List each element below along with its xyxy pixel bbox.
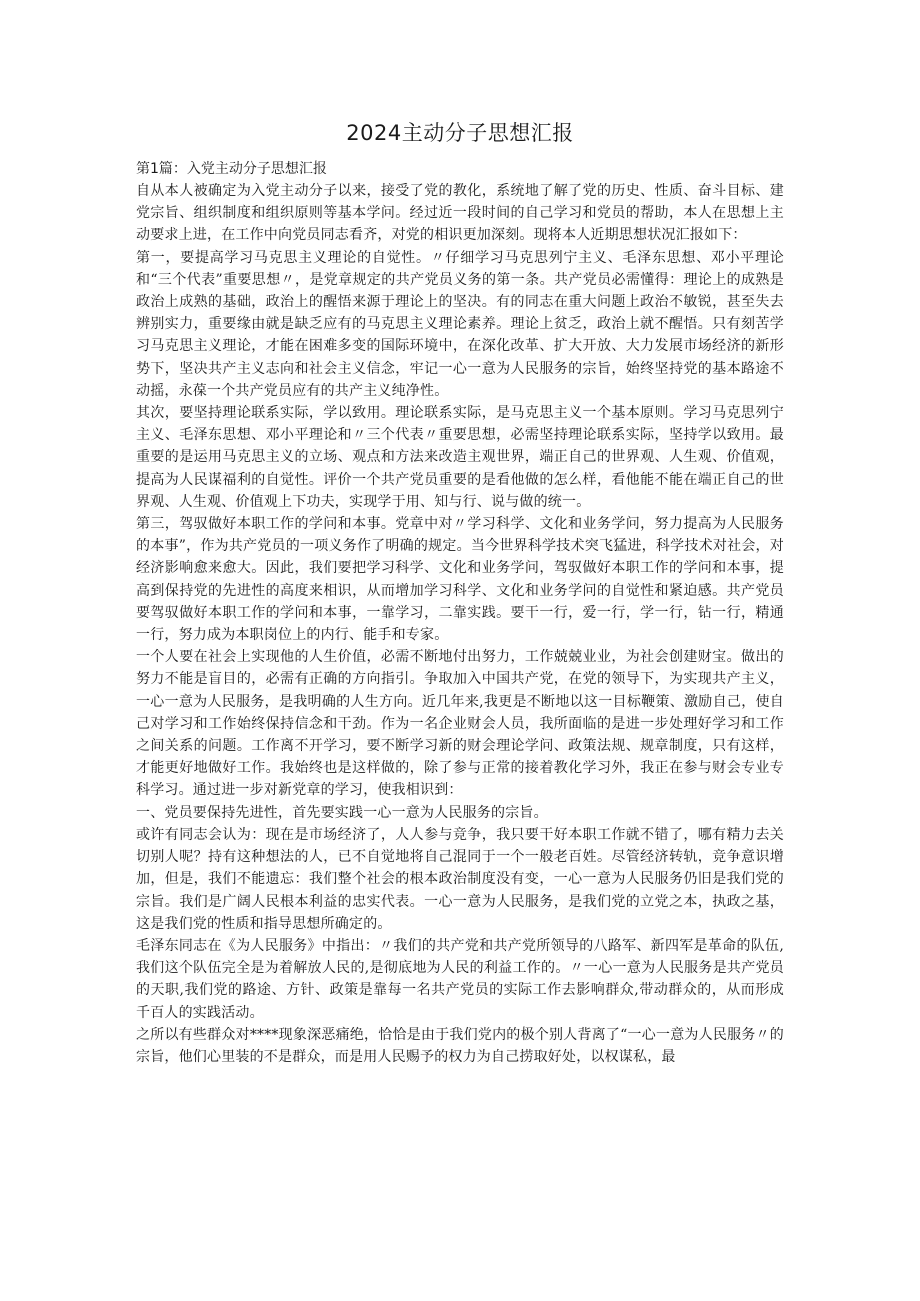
document-page bbox=[136, 118, 784, 1068]
paragraph-mao-quote: 毛泽东同志在《为人民服务》中指出：〃我们的共产党和共产党所领导的八路军、新四军是革命的队伍,我们这个队伍完全是为着解放人民的,是彻底地为人民的利益工作的。〃一心一意为人民服务是共产党员的天职,我们党的路途、方针、政策是靠每一名共产党员的实际工作去影响群众,带动群众的，从而形成千百人的实践活动。 bbox=[136, 937, 784, 1021]
paragraph-masses: 之所以有些群众对****现象深恶痛绝，恰恰是由于我们党内的极个别人背离了“一心一意为人民服务〃的宗旨，他们心里装的不是群众，而是用人民赐予的权力为自己捞取好处，以权谋私，最 bbox=[136, 1026, 784, 1065]
paragraph-third-point: 第三，驾驭做好本职工作的学问和本事。党章中对〃学习科学、文化和业务学问，努力提高为人民服务的本事”，作为共产党员的一项义务作了明确的规定。当今世界科学技术突飞猛进，科学技术对社会，对经济影响愈来愈大。因此，我们要把学习科学、文化和业务学问，驾驭做好本职工作的学问和本事，提高到保持党的先进性的高度来相识，从而增加学习科学、文化和业务学问的自觉性和紧迫感。共产党员要驾驭做好本职工作的学问和本事，一靠学习，二靠实践。要干一行，爱一行，学一行，钻一行，精通一行，努力成为本职岗位上的内行、能手和专家。 bbox=[136, 516, 784, 644]
document-title: 2024主动分子思想汇报 bbox=[346, 121, 574, 145]
paragraph-market-economy: 或许有同志会认为：现在是市场经济了，人人参与竞争，我只要干好本职工作就不错了，哪有精力去关切别人呢？持有这种想法的人，已不自觉地将自己混同于一个一般老百姓。尽管经济转轨，竞争意识增加，但是，我们不能遗忘：我们整个社会的根本政治制度没有变，一心一意为人民服务仍旧是我们党的宗旨。我们是广阔人民根本利益的忠实代表。一心一意为人民服务，是我们党的立党之本，执政之基，这是我们党的性质和指导思想所确定的。 bbox=[136, 826, 784, 932]
document-subtitle: 第1篇：入党主动分子思想汇报 bbox=[136, 161, 327, 177]
paragraph-intro: 自从本人被确定为入党主动分子以来，接受了党的教化，系统地了解了党的历史、性质、奋斗目标、建党宗旨、组织制度和组织原则等基本学问。经过近一段时间的自己学习和党员的帮助，本人在思想上主动要求上进，在工作中向党员同志看齐，对党的相识更加深刻。现将本人近期思想状况汇报如下： bbox=[136, 183, 784, 244]
paragraph-life-value: 一个人要在社会上实现他的人生价值，必需不断地付出努力，工作兢兢业业，为社会创建财宝。做出的努力不能是盲目的，必需有正确的方向指引。争取加入中国共产党，在党的领导下，为实现共产主义，一心一意为人民服务，是我明确的人生方向。近几年来,我更是不断地以这一目标鞭策、激励自己，使自己对学习和工作始终保持信念和干劲。作为一名企业财会人员，我所面临的是进一步处理好学习和工作之间关系的问题。工作离不开学习，要不断学习新的财会理论学问、政策法规、规章制度，只有这样，才能更好地做好工作。我始终也是这样做的，除了参与正常的接着教化学习外，我正在参与财会专业专科学习。通过进一步对新党章的学习，使我相识到： bbox=[136, 649, 784, 799]
paragraph-second-point: 其次，要坚持理论联系实际，学以致用。理论联系实际，是马克思主义一个基本原则。学习马克思列宁主义、毛泽东思想、邓小平理论和〃三个代表〃重要思想，必需坚持理论联系实际，坚持学以致用。最重要的是运用马克思主义的立场、观点和方法来改造主观世界，端正自己的世界观、人生观、价值观，提高为人民谋福利的自觉性。评价一个共产党员重要的是看他做的怎么样，看他能不能在端正自己的世界观、人生观、价值观上下功夫，实现学于用、知与行、说与做的统一。 bbox=[136, 405, 784, 510]
paragraph-section-one-heading: 一、党员要保持先进性，首先要实践一心一意为人民服务的宗旨。 bbox=[136, 804, 548, 821]
paragraph-first-point: 第一，要提高学习马克思主义理论的自觉性。〃仔细学习马克思列宁主义、毛泽东思想、邓小平理论和“三个代表”重要思想〃，是党章规定的共产党员义务的第一条。共产党员必需懂得：理论上的成熟是政治上成熟的基础，政治上的醒悟来源于理论上的坚决。有的同志在重大问题上政治不敏锐，甚至失去辨别实力，重要缘由就是缺乏应有的马克思主义理论素养。理论上贫乏，政治上就不醒悟。只有刻苦学习马克思主义理论，才能在困难多变的国际环境中，在深化改革、扩大开放、大力发展市场经济的新形势下，坚决共产主义志向和社会主义信念，牢记一心一意为人民服务的宗旨，始终坚持党的基本路途不动摇，永葆一个共产党员应有的共产主义纯净性。 bbox=[136, 249, 784, 399]
